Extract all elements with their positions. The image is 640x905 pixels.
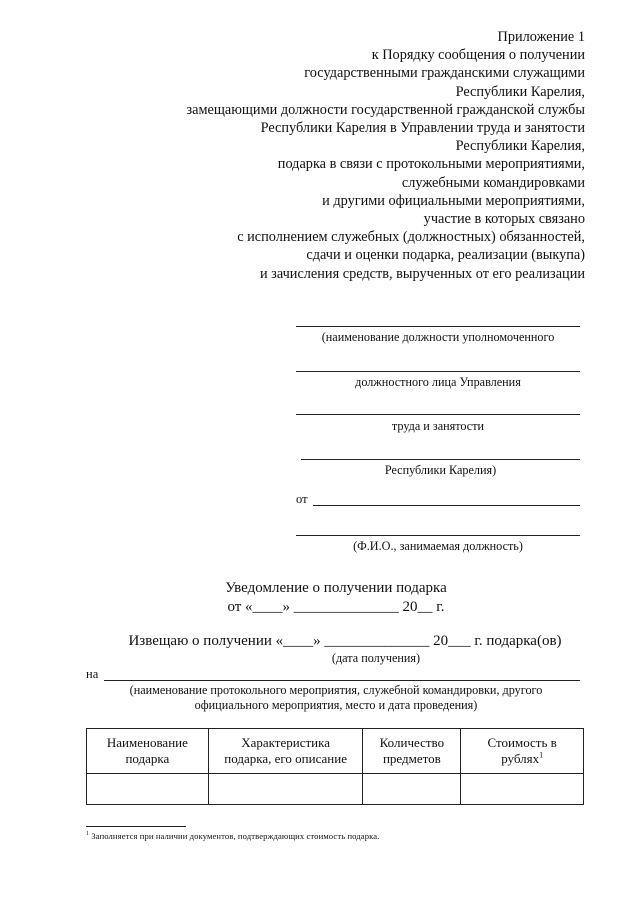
col-header-text: предметов	[382, 751, 441, 766]
table-row	[87, 774, 584, 805]
table-cell-name[interactable]	[87, 774, 209, 805]
table-cell-description[interactable]	[208, 774, 363, 805]
header-line: и другими официальными мероприятиями,	[322, 192, 585, 209]
header-line: с исполнением служебных (должностных) обязанностей,	[237, 229, 585, 246]
sender-caption: (Ф.И.О., занимаемая должность)	[353, 539, 523, 553]
header-line: к Порядку сообщения о получении	[371, 47, 585, 64]
recipient-caption: должностного лица Управления	[355, 375, 521, 389]
header-line: государственными гражданскими служащими	[304, 65, 585, 82]
col-header-quantity	[363, 729, 461, 774]
header-line: подарка в связи с протокольными мероприятиями,	[277, 156, 585, 173]
event-caption: официального мероприятия, место и дата проведения)	[194, 698, 478, 712]
recipient-caption: (наименование должности уполномоченного	[321, 330, 555, 344]
sender-name-line[interactable]	[313, 505, 580, 506]
footnote-mark: 1	[86, 831, 90, 838]
recipient-position-line-2[interactable]	[296, 371, 580, 372]
col-header-text: Характеристика	[241, 735, 331, 750]
footnote-text: Заполняется при наличии документов, подтверждающих стоимость подарка.	[91, 831, 380, 841]
footnote-separator	[86, 826, 186, 827]
table-cell-quantity[interactable]	[363, 774, 461, 805]
footnote	[86, 831, 379, 841]
recipient-position-line-3[interactable]	[296, 414, 580, 415]
header-line: участие в которых связано	[423, 211, 585, 228]
col-header-text: подарка	[125, 751, 170, 766]
col-header-text: Стоимость в	[487, 735, 557, 750]
sender-position-line[interactable]	[296, 535, 580, 536]
table-cell-cost[interactable]	[461, 774, 584, 805]
col-header-text: Наименование	[106, 735, 188, 750]
col-header-text: подарка, его описание	[224, 751, 347, 766]
header-line: и зачисления средств, вырученных от его реализации	[259, 265, 585, 282]
recipient-caption: труда и занятости	[391, 419, 485, 433]
col-header-description	[208, 729, 363, 774]
recipient-position-line-4[interactable]	[301, 459, 580, 460]
notice-date-line: от «____» ______________ 20__ г.	[227, 599, 445, 615]
on-label: на	[86, 667, 99, 681]
from-label: от	[296, 492, 308, 506]
col-header-cost	[461, 729, 584, 774]
event-line[interactable]	[104, 680, 580, 681]
footnote-mark: 1	[539, 750, 544, 760]
date-received-caption: (дата получения)	[331, 651, 421, 665]
header-line: Республики Карелия,	[455, 138, 585, 155]
col-header-text: рублях	[501, 751, 540, 766]
notice-body-line: Извещаю о получении «____» ______________ 20___ г. подарка(ов)	[128, 633, 562, 649]
col-header-name	[87, 729, 209, 774]
header-line: служебными командировками	[401, 174, 585, 191]
header-line: Республики Карелия,	[455, 83, 585, 100]
header-line: замещающими должности государственной гражданской службы	[186, 101, 585, 118]
header-line: Республики Карелия в Управлении труда и занятости	[260, 120, 585, 137]
gifts-table	[86, 728, 584, 805]
recipient-caption: Республики Карелия)	[384, 463, 497, 477]
table-header-row	[87, 729, 584, 774]
header-line: сдачи и оценки подарка, реализации (выкупа)	[306, 247, 585, 264]
header-line: Приложение 1	[497, 29, 585, 45]
recipient-position-line[interactable]	[296, 326, 580, 327]
col-header-text: Количество	[379, 735, 445, 750]
appendix-header	[115, 28, 585, 283]
event-caption: (наименование протокольного мероприятия, служебной командировки, другого	[129, 683, 543, 697]
notice-title: Уведомление о получении подарка	[225, 580, 447, 596]
